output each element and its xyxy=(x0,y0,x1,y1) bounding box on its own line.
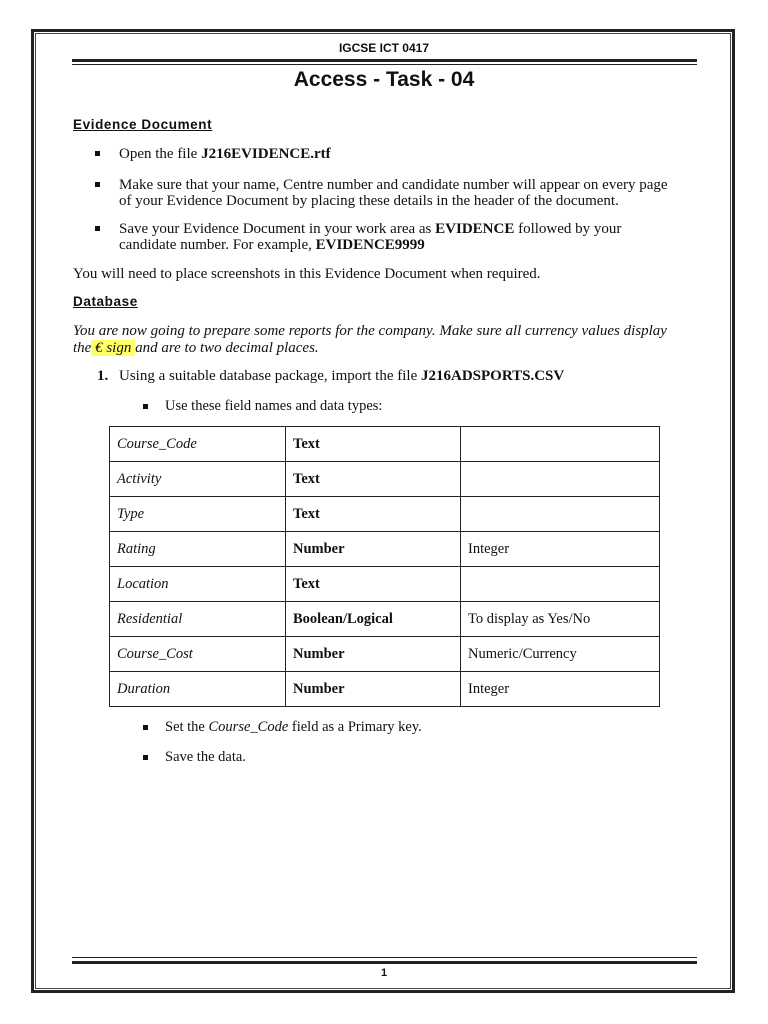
footer-rule-thin xyxy=(72,957,697,958)
document-title: Access - Task - 04 xyxy=(293,68,475,91)
table-row xyxy=(110,497,660,532)
file-name: J216EVIDENCE.rtf xyxy=(201,146,331,162)
format-note-cell xyxy=(461,462,660,497)
sub-bullet-text: Use these field names and data types: xyxy=(165,398,383,414)
bullet-text-line-2: of your Evidence Document by placing these details in the header of the document. xyxy=(119,193,619,209)
sub-bullet-text: Save the data. xyxy=(165,749,246,765)
data-type-cell: Number xyxy=(286,637,461,672)
sub-bullet-text: field as a Primary key. xyxy=(288,719,422,735)
database-heading: Database xyxy=(73,294,138,309)
format-note-cell: Integer xyxy=(461,532,660,567)
format-note-cell: Numeric/Currency xyxy=(461,637,660,672)
format-note-cell: To display as Yes/No xyxy=(461,602,660,637)
bullet-text: Save your Evidence Document in your work area as xyxy=(119,221,436,237)
intro-line-1: You are now going to prepare some reports for the company. Make sure all currency values display xyxy=(73,323,667,339)
intro-text: the xyxy=(73,340,92,356)
table-row xyxy=(110,462,660,497)
field-name-cell: Duration xyxy=(110,672,286,707)
bullet-icon xyxy=(143,404,148,409)
header-rule-thin xyxy=(72,64,697,65)
table-row xyxy=(110,637,660,672)
field-name: Course_Code xyxy=(208,719,289,735)
bullet-text-line-1: Make sure that your name, Centre number and candidate number will appear on every page xyxy=(119,177,668,193)
evidence-heading: Evidence Document xyxy=(73,117,213,132)
format-note-cell: Integer xyxy=(461,672,660,707)
footer-rule-thick xyxy=(72,961,697,964)
data-type-cell: Number xyxy=(286,532,461,567)
bullet-icon xyxy=(95,226,100,231)
data-type-cell: Text xyxy=(286,567,461,602)
example-file-name: EVIDENCE9999 xyxy=(315,237,425,253)
file-name: EVIDENCE xyxy=(435,221,515,237)
currency-highlight: € sign xyxy=(91,340,136,356)
data-type-cell: Text xyxy=(286,497,461,532)
table-row xyxy=(110,427,660,462)
data-type-cell: Text xyxy=(286,462,461,497)
data-type-cell: Text xyxy=(286,427,461,462)
page-number: 1 xyxy=(380,967,388,979)
field-name-cell: Course_Code xyxy=(110,427,286,462)
field-name-cell: Activity xyxy=(110,462,286,497)
bullet-icon xyxy=(143,755,148,760)
table-row xyxy=(110,602,660,637)
data-type-cell: Number xyxy=(286,672,461,707)
bullet-text: followed by your xyxy=(514,221,622,237)
format-note-cell xyxy=(461,567,660,602)
bullet-icon xyxy=(143,725,148,730)
field-types-table xyxy=(109,426,660,707)
header-course: IGCSE ICT 0417 xyxy=(338,41,430,55)
field-name-cell: Rating xyxy=(110,532,286,567)
evidence-note: You will need to place screenshots in this Evidence Document when required. xyxy=(73,266,541,282)
intro-text: and are to two decimal places. xyxy=(135,340,319,356)
format-note-cell xyxy=(461,427,660,462)
field-name-cell: Residential xyxy=(110,602,286,637)
header-rule-thick xyxy=(72,59,697,62)
import-file-name: J216ADSPORTS.CSV xyxy=(420,368,565,384)
table-row xyxy=(110,567,660,602)
database-intro xyxy=(73,323,698,357)
step-text: Using a suitable database package, import the file xyxy=(119,368,421,384)
step-number: 1. xyxy=(97,368,109,384)
bullet-text: Open the file xyxy=(119,146,202,162)
bullet-icon xyxy=(95,151,100,156)
data-type-cell: Boolean/Logical xyxy=(286,602,461,637)
bullet-text: candidate number. For example, xyxy=(119,237,316,253)
format-note-cell xyxy=(461,497,660,532)
table-row xyxy=(110,672,660,707)
field-name-cell: Course_Cost xyxy=(110,637,286,672)
field-name-cell: Type xyxy=(110,497,286,532)
field-name-cell: Location xyxy=(110,567,286,602)
bullet-icon xyxy=(95,182,100,187)
sub-bullet-text: Set the xyxy=(165,719,209,735)
table-row xyxy=(110,532,660,567)
